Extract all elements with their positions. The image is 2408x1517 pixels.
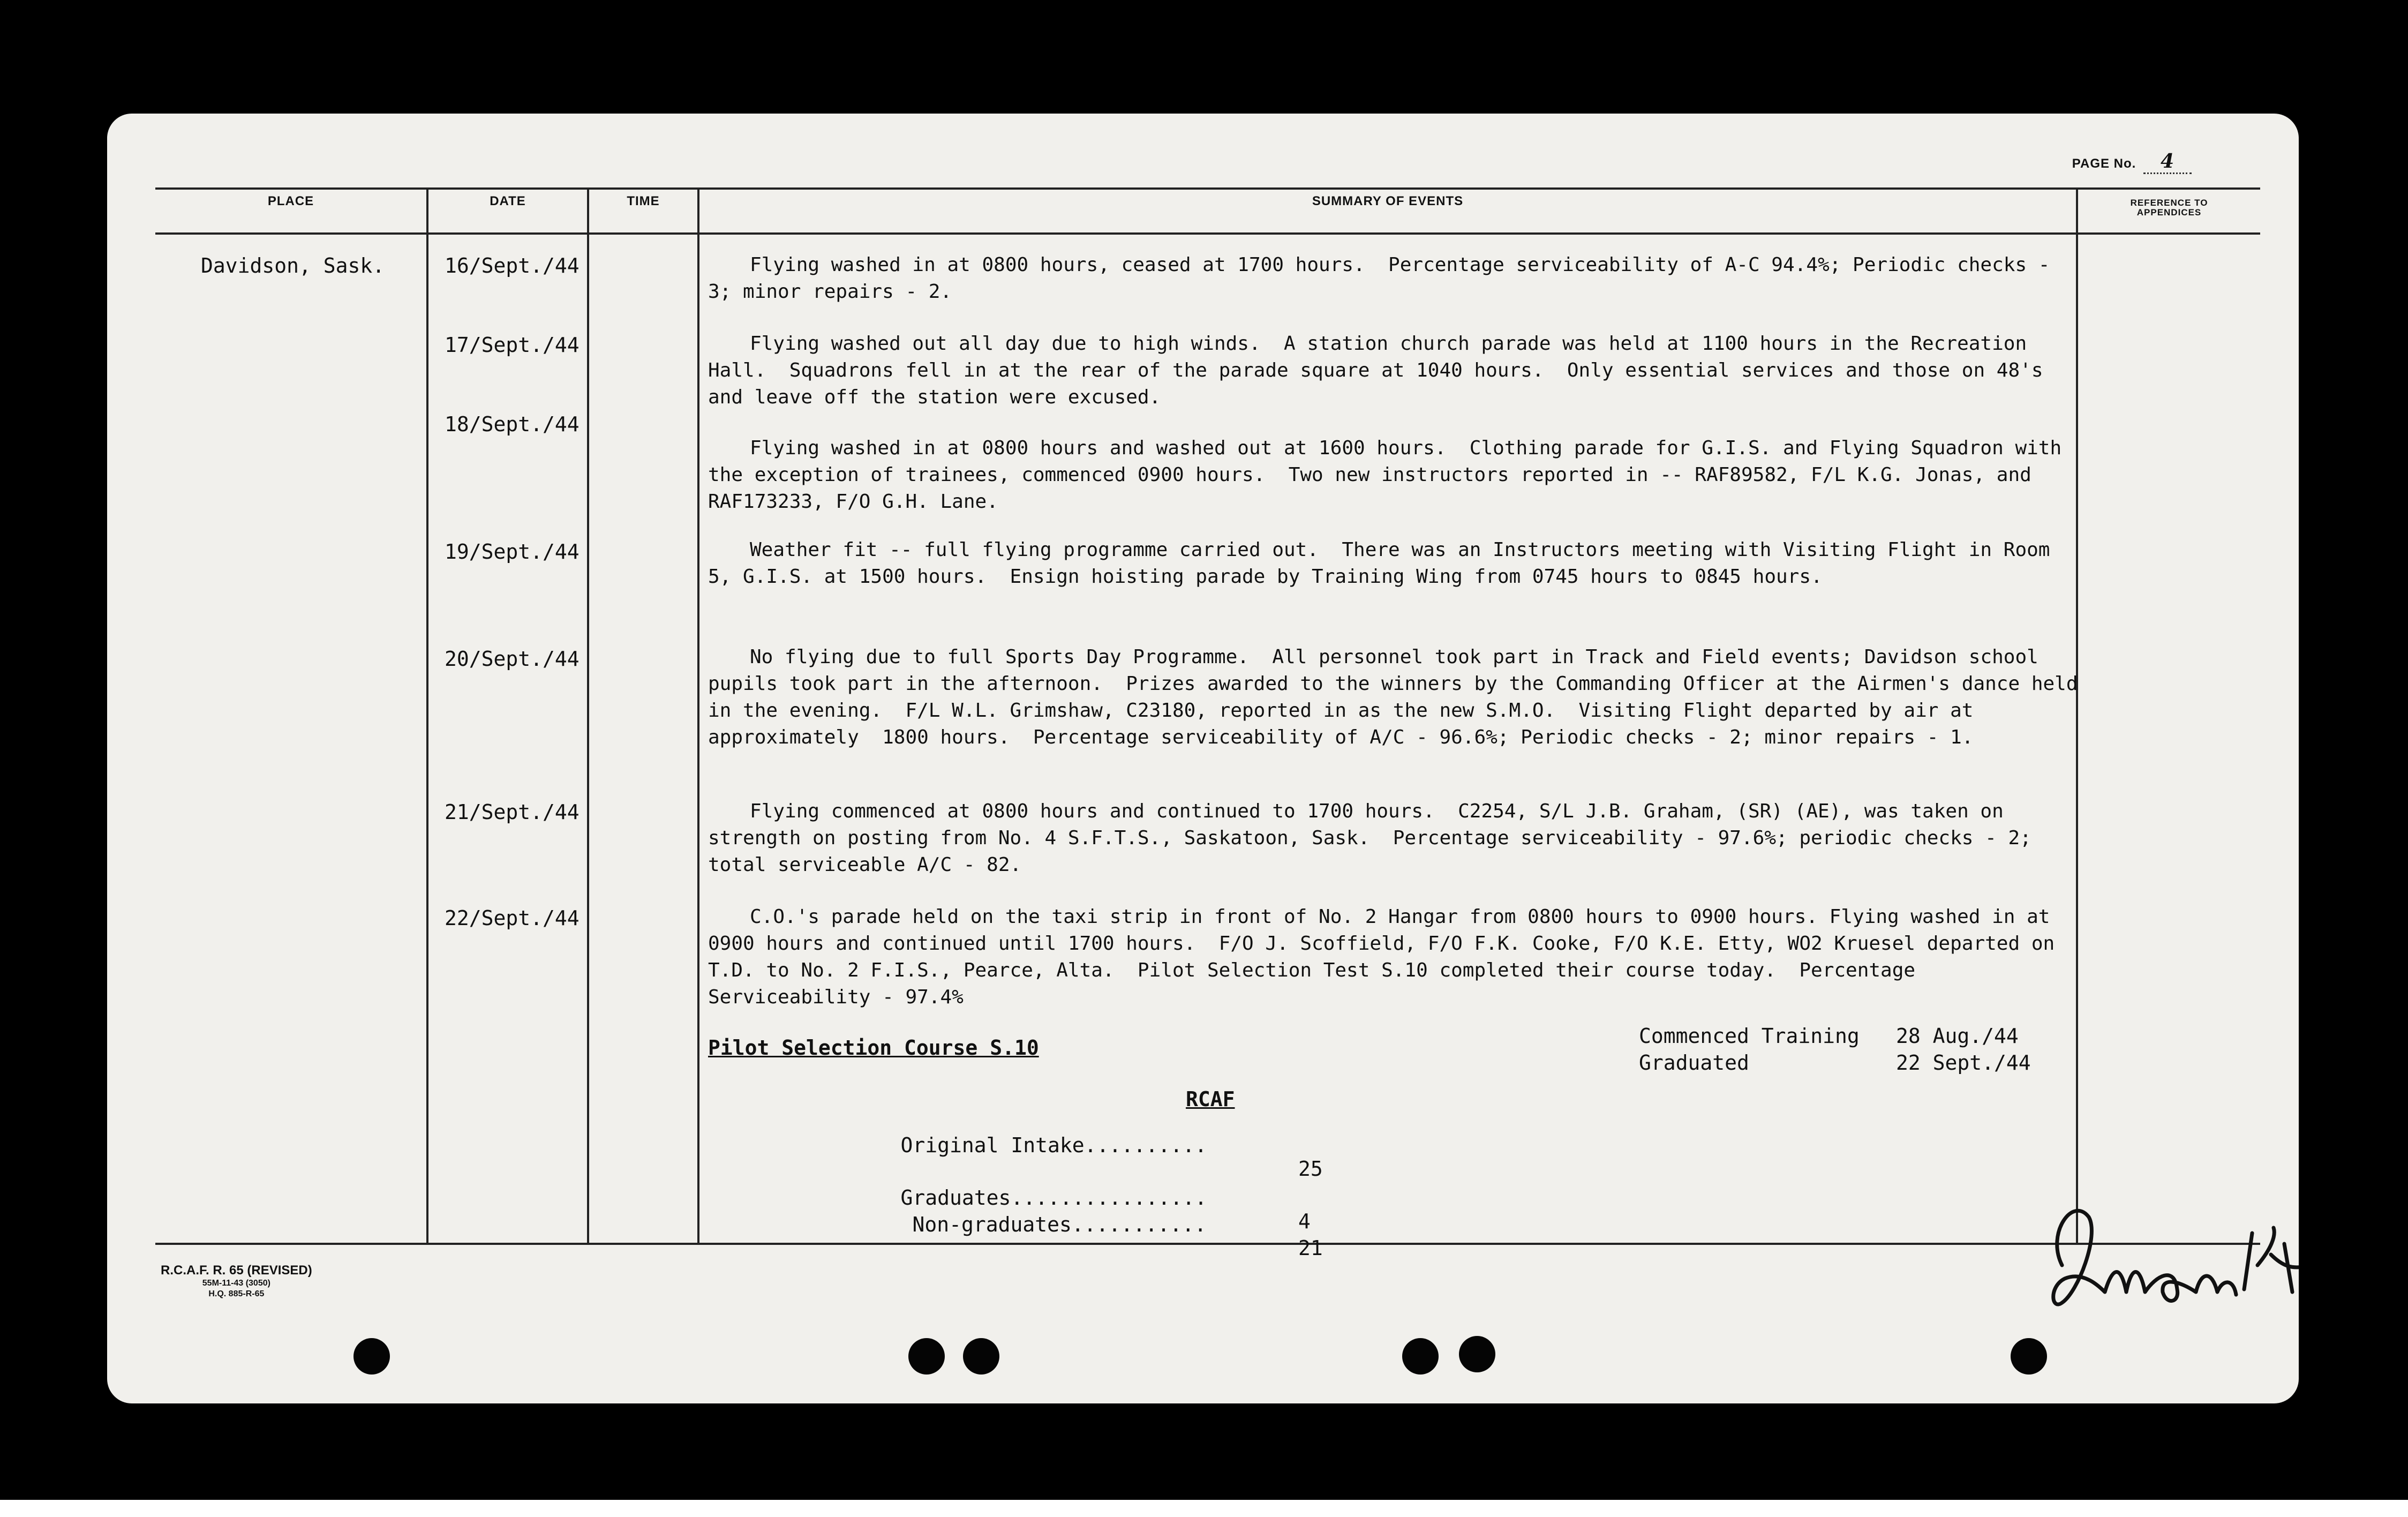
binder-hole	[908, 1338, 945, 1375]
graduated-label: Graduated	[1639, 1051, 1749, 1075]
diary-form-card	[107, 114, 2299, 1403]
date-cell: 22/Sept./44	[445, 906, 580, 930]
header-bottom-rule	[155, 232, 2260, 235]
column-divider-time-summary	[697, 187, 699, 1245]
column-header-reference-line1: REFERENCE TO	[2130, 198, 2208, 208]
binder-hole	[353, 1338, 390, 1375]
date-cell: 19/Sept./44	[445, 540, 580, 564]
form-print-line: 55M-11-43 (3050)	[202, 1279, 270, 1288]
original-intake-label: Original Intake..........	[900, 1133, 1207, 1157]
page-number-label: PAGE No.	[2072, 156, 2136, 171]
column-header-reference	[2078, 198, 2260, 217]
page-number	[2072, 150, 2192, 174]
event-entry-text: Flying washed in at 0800 hours, ceased at 1700 hours. Percentage serviceability of A-C 94.4%; Periodic checks - 3; minor repairs - 2.	[708, 254, 2062, 303]
non-graduates-value: 21	[1298, 1236, 1323, 1260]
date-cell: 16/Sept./44	[445, 254, 580, 277]
event-entry	[708, 331, 2079, 411]
original-intake-value: 25	[1298, 1157, 1323, 1181]
date-cell: 17/Sept./44	[445, 333, 580, 357]
column-divider-place-date	[426, 187, 428, 1245]
commenced-training-label: Commenced Training	[1639, 1024, 1860, 1048]
event-entry-text: Flying commenced at 0800 hours and continued to 1700 hours. C2254, S/L J.B. Graham, (SR) (AE), was taken on strength on posting from No. 4 S.F.T.S., Saskatoon, Sask. Percentage serviceability - 97.6%; periodic checks - 2; total serviceable A/C - 82.	[708, 800, 2043, 876]
graduates-value: 4	[1298, 1210, 1311, 1233]
form-code: R.C.A.F. R. 65 (REVISED)	[161, 1263, 312, 1278]
event-entry	[708, 904, 2079, 1011]
binder-hole	[963, 1338, 999, 1375]
column-header-reference-line2: APPENDICES	[2136, 207, 2202, 217]
event-entry-text: C.O.'s parade held on the taxi strip in front of No. 2 Hangar from 0800 hours to 0900 hours. Flying washed in at 0900 hours and continued until 1700 hours. F/O J. Scoffield, F/O F.K. Cooke, F/O K.E. Etty, WO2 Kruesel departed on T.D. to No. 2 F.I.S., Pearce, Alta. Pilot Selection Test S.10 completed their course today. Percentage Serviceability - 97.4%	[708, 906, 2066, 1008]
non-graduates-row	[863, 1189, 1323, 1283]
event-entry-text: No flying due to full Sports Day Programme. All personnel took part in Track and Field events; Davidson school pupils took part in the afternoon. Prizes awarded to the winners by the Commanding Officer at the Airmen's dance held in the evening. F/L W.L. Grimshaw, C23180, reported in as the new S.M.O. Visiting Flight departed by air at approximately 1800 hours. Percentage serviceability of A/C - 96.6%; Periodic checks - 2; minor repairs - 1.	[708, 646, 2090, 748]
commenced-training-value: 28 Aug./44	[1896, 1024, 2019, 1048]
event-entry-text: Weather fit -- full flying programme carried out. There was an Instructors meeting with Visiting Flight in Room 5, G.I.S. at 1500 hours. Ensign hoisting parade by Training Wing from 0745 hours to 0845 hours.	[708, 539, 2062, 588]
graduates-label: Graduates................	[900, 1186, 1207, 1210]
event-entry-text: Flying washed in at 0800 hours and washed out at 1600 hours. Clothing parade for G.I.S. and Flying Squadron with the exception of trainees, commenced 0900 hours. Two new instructors reported in -- RAF89582, F/L K.G. Jonas, and RAF173233, F/O G.H. Lane.	[708, 437, 2073, 513]
column-header-place: PLACE	[267, 194, 314, 208]
header-top-rule	[155, 187, 2260, 190]
date-cell: 18/Sept./44	[445, 412, 580, 436]
graduated	[1639, 1051, 2031, 1075]
handwritten-signature	[2041, 1185, 2299, 1330]
event-entry	[708, 252, 2079, 305]
date-cell: 20/Sept./44	[445, 647, 580, 671]
scan-bottom-band	[0, 1500, 2408, 1517]
graduated-value: 22 Sept./44	[1896, 1051, 2031, 1075]
page-number-value: 4	[2143, 150, 2192, 174]
course-title: Pilot Selection Course S.10	[708, 1036, 1039, 1060]
event-entry	[708, 435, 2079, 515]
rcaf-column-header: RCAF	[1186, 1087, 1235, 1111]
date-cell: 21/Sept./44	[445, 800, 580, 824]
column-header-date: DATE	[490, 194, 526, 208]
binder-hole	[1402, 1338, 1439, 1375]
commenced-training	[1639, 1024, 2019, 1048]
place-cell: Davidson, Sask.	[201, 254, 385, 277]
event-entry	[708, 537, 2079, 590]
form-hq-ref: H.Q. 885-R-65	[208, 1289, 265, 1298]
form-identifier	[161, 1263, 312, 1300]
binder-hole	[1459, 1336, 1495, 1372]
column-header-time: TIME	[627, 194, 660, 208]
non-graduates-label: Non-graduates...........	[912, 1213, 1207, 1236]
column-divider-date-time	[587, 187, 589, 1245]
table-bottom-rule	[155, 1243, 2260, 1245]
event-entry	[708, 798, 2079, 878]
event-entry	[708, 644, 2090, 751]
column-header-summary: SUMMARY OF EVENTS	[1312, 194, 1464, 208]
event-entry-text: Flying washed out all day due to high winds. A station church parade was held at 1100 hours in the Recreation Hall. Squadrons fell in at the rear of the parade square at 1040 hours. Only essential services and those on 48's and leave off the station were excused.	[708, 333, 2055, 408]
binder-hole	[2011, 1338, 2047, 1375]
